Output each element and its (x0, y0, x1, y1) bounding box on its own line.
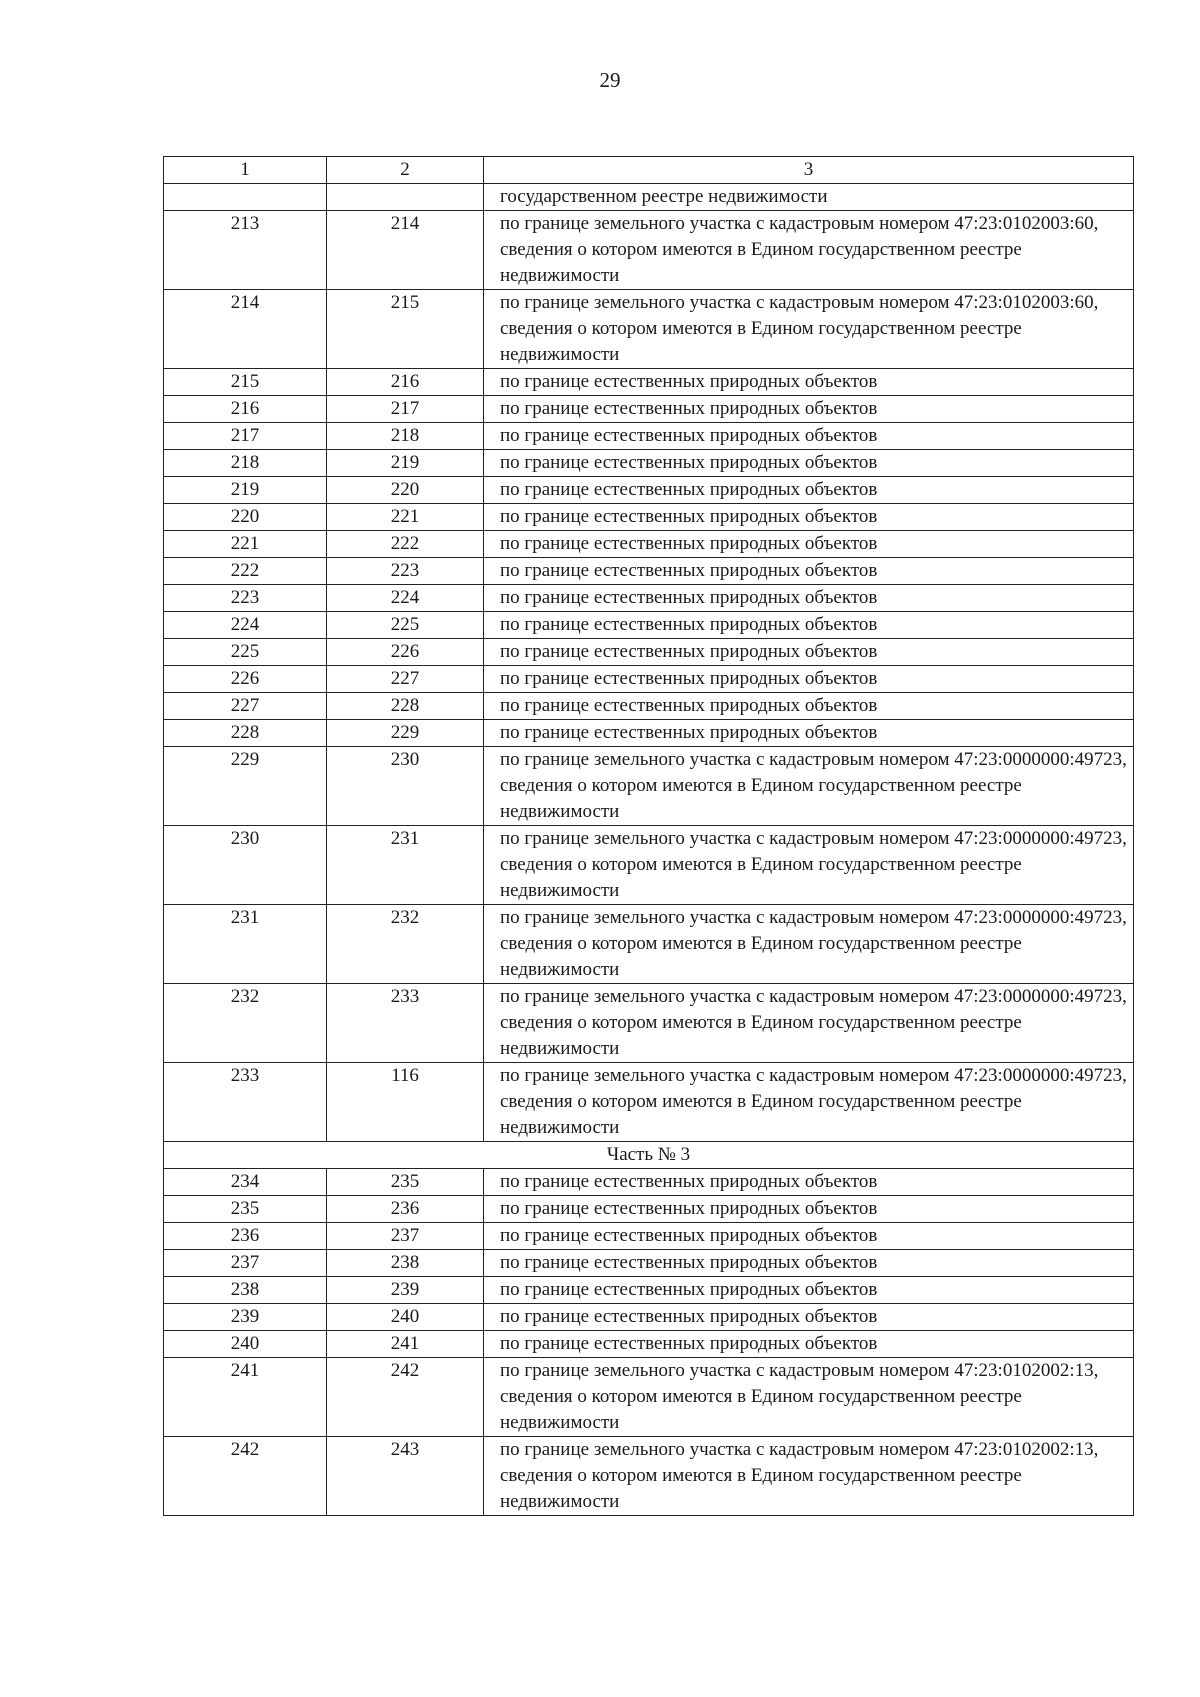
boundary-description-cell: по границе естественных природных объектов (484, 396, 1134, 423)
point-to-cell: 218 (327, 423, 484, 450)
point-from-cell: 218 (164, 450, 327, 477)
table-row (164, 1277, 1134, 1304)
point-from-cell: 232 (164, 984, 327, 1063)
point-to-cell (327, 184, 484, 211)
table-row (164, 450, 1134, 477)
point-from-cell: 242 (164, 1437, 327, 1516)
boundary-description-cell: государственном реестре недвижимости (484, 184, 1134, 211)
table-row (164, 612, 1134, 639)
point-to-cell: 220 (327, 477, 484, 504)
section-row (164, 1142, 1134, 1169)
boundary-description-cell: по границе естественных природных объектов (484, 1196, 1134, 1223)
table-row (164, 1063, 1134, 1142)
boundary-description-cell: по границе естественных природных объектов (484, 585, 1134, 612)
point-from-cell: 221 (164, 531, 327, 558)
point-from-cell: 231 (164, 905, 327, 984)
point-to-cell: 215 (327, 290, 484, 369)
point-from-cell: 228 (164, 720, 327, 747)
boundary-description-cell: по границе земельного участка с кадастровым номером 47:23:0102003:60, сведения о котором имеются в Едином государственном реестре недвижимости (484, 290, 1134, 369)
point-to-cell: 241 (327, 1331, 484, 1358)
point-from-cell: 230 (164, 826, 327, 905)
point-from-cell: 223 (164, 585, 327, 612)
point-to-cell: 240 (327, 1304, 484, 1331)
boundary-table (163, 156, 1134, 1516)
table-row (164, 558, 1134, 585)
table-row (164, 477, 1134, 504)
table-row (164, 747, 1134, 826)
point-to-cell: 231 (327, 826, 484, 905)
point-to-cell: 242 (327, 1358, 484, 1437)
table-row (164, 693, 1134, 720)
boundary-description-cell: по границе земельного участка с кадастровым номером 47:23:0000000:49723, сведения о котором имеются в Едином государственном реестре недвижимости (484, 984, 1134, 1063)
section-title: Часть № 3 (164, 1142, 1134, 1169)
table-row (164, 1358, 1134, 1437)
point-from-cell: 222 (164, 558, 327, 585)
point-to-cell: 236 (327, 1196, 484, 1223)
point-from-cell: 225 (164, 639, 327, 666)
point-to-cell: 214 (327, 211, 484, 290)
point-to-cell: 230 (327, 747, 484, 826)
boundary-description-cell: по границе естественных природных объектов (484, 1223, 1134, 1250)
boundary-description-cell: по границе естественных природных объектов (484, 1331, 1134, 1358)
point-from-cell: 213 (164, 211, 327, 290)
point-to-cell: 228 (327, 693, 484, 720)
point-to-cell: 243 (327, 1437, 484, 1516)
boundary-description-cell: по границе естественных природных объектов (484, 531, 1134, 558)
point-from-cell: 233 (164, 1063, 327, 1142)
point-to-cell: 224 (327, 585, 484, 612)
boundary-description-cell: по границе естественных природных объектов (484, 558, 1134, 585)
point-to-cell: 217 (327, 396, 484, 423)
point-from-cell: 241 (164, 1358, 327, 1437)
table-row (164, 585, 1134, 612)
point-from-cell: 220 (164, 504, 327, 531)
point-from-cell: 215 (164, 369, 327, 396)
boundary-description-cell: по границе земельного участка с кадастровым номером 47:23:0102003:60, сведения о котором имеются в Едином государственном реестре недвижимости (484, 211, 1134, 290)
point-to-cell: 225 (327, 612, 484, 639)
table-row (164, 423, 1134, 450)
table-row (164, 984, 1134, 1063)
point-to-cell: 226 (327, 639, 484, 666)
point-from-cell: 229 (164, 747, 327, 826)
boundary-description-cell: по границе земельного участка с кадастровым номером 47:23:0000000:49723, сведения о котором имеются в Едином государственном реестре недвижимости (484, 905, 1134, 984)
point-to-cell: 216 (327, 369, 484, 396)
boundary-description-cell: по границе естественных природных объектов (484, 1169, 1134, 1196)
page-number: 29 (599, 68, 621, 92)
table-row (164, 1437, 1134, 1516)
point-to-cell: 229 (327, 720, 484, 747)
point-from-cell: 216 (164, 396, 327, 423)
boundary-description-cell: по границе естественных природных объектов (484, 369, 1134, 396)
point-to-cell: 221 (327, 504, 484, 531)
boundary-description-cell: по границе естественных природных объектов (484, 720, 1134, 747)
boundary-description-cell: по границе земельного участка с кадастровым номером 47:23:0102002:13, сведения о котором имеются в Едином государственном реестре недвижимости (484, 1358, 1134, 1437)
boundary-description-cell: по границе естественных природных объектов (484, 450, 1134, 477)
table-row (164, 290, 1134, 369)
table-row (164, 1196, 1134, 1223)
table-row (164, 1250, 1134, 1277)
boundary-description-cell: по границе естественных природных объектов (484, 1250, 1134, 1277)
point-from-cell: 238 (164, 1277, 327, 1304)
boundary-description-cell: по границе естественных природных объектов (484, 477, 1134, 504)
boundary-description-cell: по границе земельного участка с кадастровым номером 47:23:0000000:49723, сведения о котором имеются в Едином государственном реестре недвижимости (484, 747, 1134, 826)
point-to-cell: 239 (327, 1277, 484, 1304)
table-row (164, 1304, 1134, 1331)
point-to-cell: 237 (327, 1223, 484, 1250)
boundary-description-cell: по границе естественных природных объектов (484, 612, 1134, 639)
header-cell: 3 (484, 157, 1134, 184)
boundary-description-cell: по границе естественных природных объектов (484, 693, 1134, 720)
point-from-cell (164, 184, 327, 211)
point-from-cell: 239 (164, 1304, 327, 1331)
point-from-cell: 234 (164, 1169, 327, 1196)
point-from-cell: 240 (164, 1331, 327, 1358)
table-row (164, 826, 1134, 905)
point-to-cell: 227 (327, 666, 484, 693)
header-cell: 1 (164, 157, 327, 184)
point-to-cell: 232 (327, 905, 484, 984)
table-row (164, 396, 1134, 423)
header-cell: 2 (327, 157, 484, 184)
boundary-description-cell: по границе естественных природных объектов (484, 639, 1134, 666)
table-row (164, 1331, 1134, 1358)
point-from-cell: 235 (164, 1196, 327, 1223)
point-from-cell: 217 (164, 423, 327, 450)
boundary-description-cell: по границе земельного участка с кадастровым номером 47:23:0102002:13, сведения о котором имеются в Едином государственном реестре недвижимости (484, 1437, 1134, 1516)
table-row (164, 639, 1134, 666)
boundary-description-cell: по границе естественных природных объектов (484, 1277, 1134, 1304)
point-from-cell: 224 (164, 612, 327, 639)
point-to-cell: 116 (327, 1063, 484, 1142)
table-row (164, 504, 1134, 531)
boundary-description-cell: по границе земельного участка с кадастровым номером 47:23:0000000:49723, сведения о котором имеются в Едином государственном реестре недвижимости (484, 826, 1134, 905)
point-to-cell: 219 (327, 450, 484, 477)
point-from-cell: 226 (164, 666, 327, 693)
boundary-description-cell: по границе естественных природных объектов (484, 666, 1134, 693)
table-row (164, 211, 1134, 290)
boundary-description-cell: по границе естественных природных объектов (484, 504, 1134, 531)
boundary-description-cell: по границе естественных природных объектов (484, 1304, 1134, 1331)
table-row (164, 1223, 1134, 1250)
point-to-cell: 222 (327, 531, 484, 558)
boundary-description-cell: по границе земельного участка с кадастровым номером 47:23:0000000:49723, сведения о котором имеются в Едином государственном реестре недвижимости (484, 1063, 1134, 1142)
point-to-cell: 235 (327, 1169, 484, 1196)
boundary-description-cell: по границе естественных природных объектов (484, 423, 1134, 450)
point-from-cell: 237 (164, 1250, 327, 1277)
point-from-cell: 219 (164, 477, 327, 504)
point-from-cell: 236 (164, 1223, 327, 1250)
table-row (164, 369, 1134, 396)
point-to-cell: 233 (327, 984, 484, 1063)
point-to-cell: 238 (327, 1250, 484, 1277)
table-header-row (164, 157, 1134, 184)
table-row (164, 720, 1134, 747)
point-from-cell: 227 (164, 693, 327, 720)
table-row (164, 184, 1134, 211)
table-row (164, 1169, 1134, 1196)
table-row (164, 531, 1134, 558)
point-from-cell: 214 (164, 290, 327, 369)
table-row (164, 905, 1134, 984)
table-row (164, 666, 1134, 693)
point-to-cell: 223 (327, 558, 484, 585)
